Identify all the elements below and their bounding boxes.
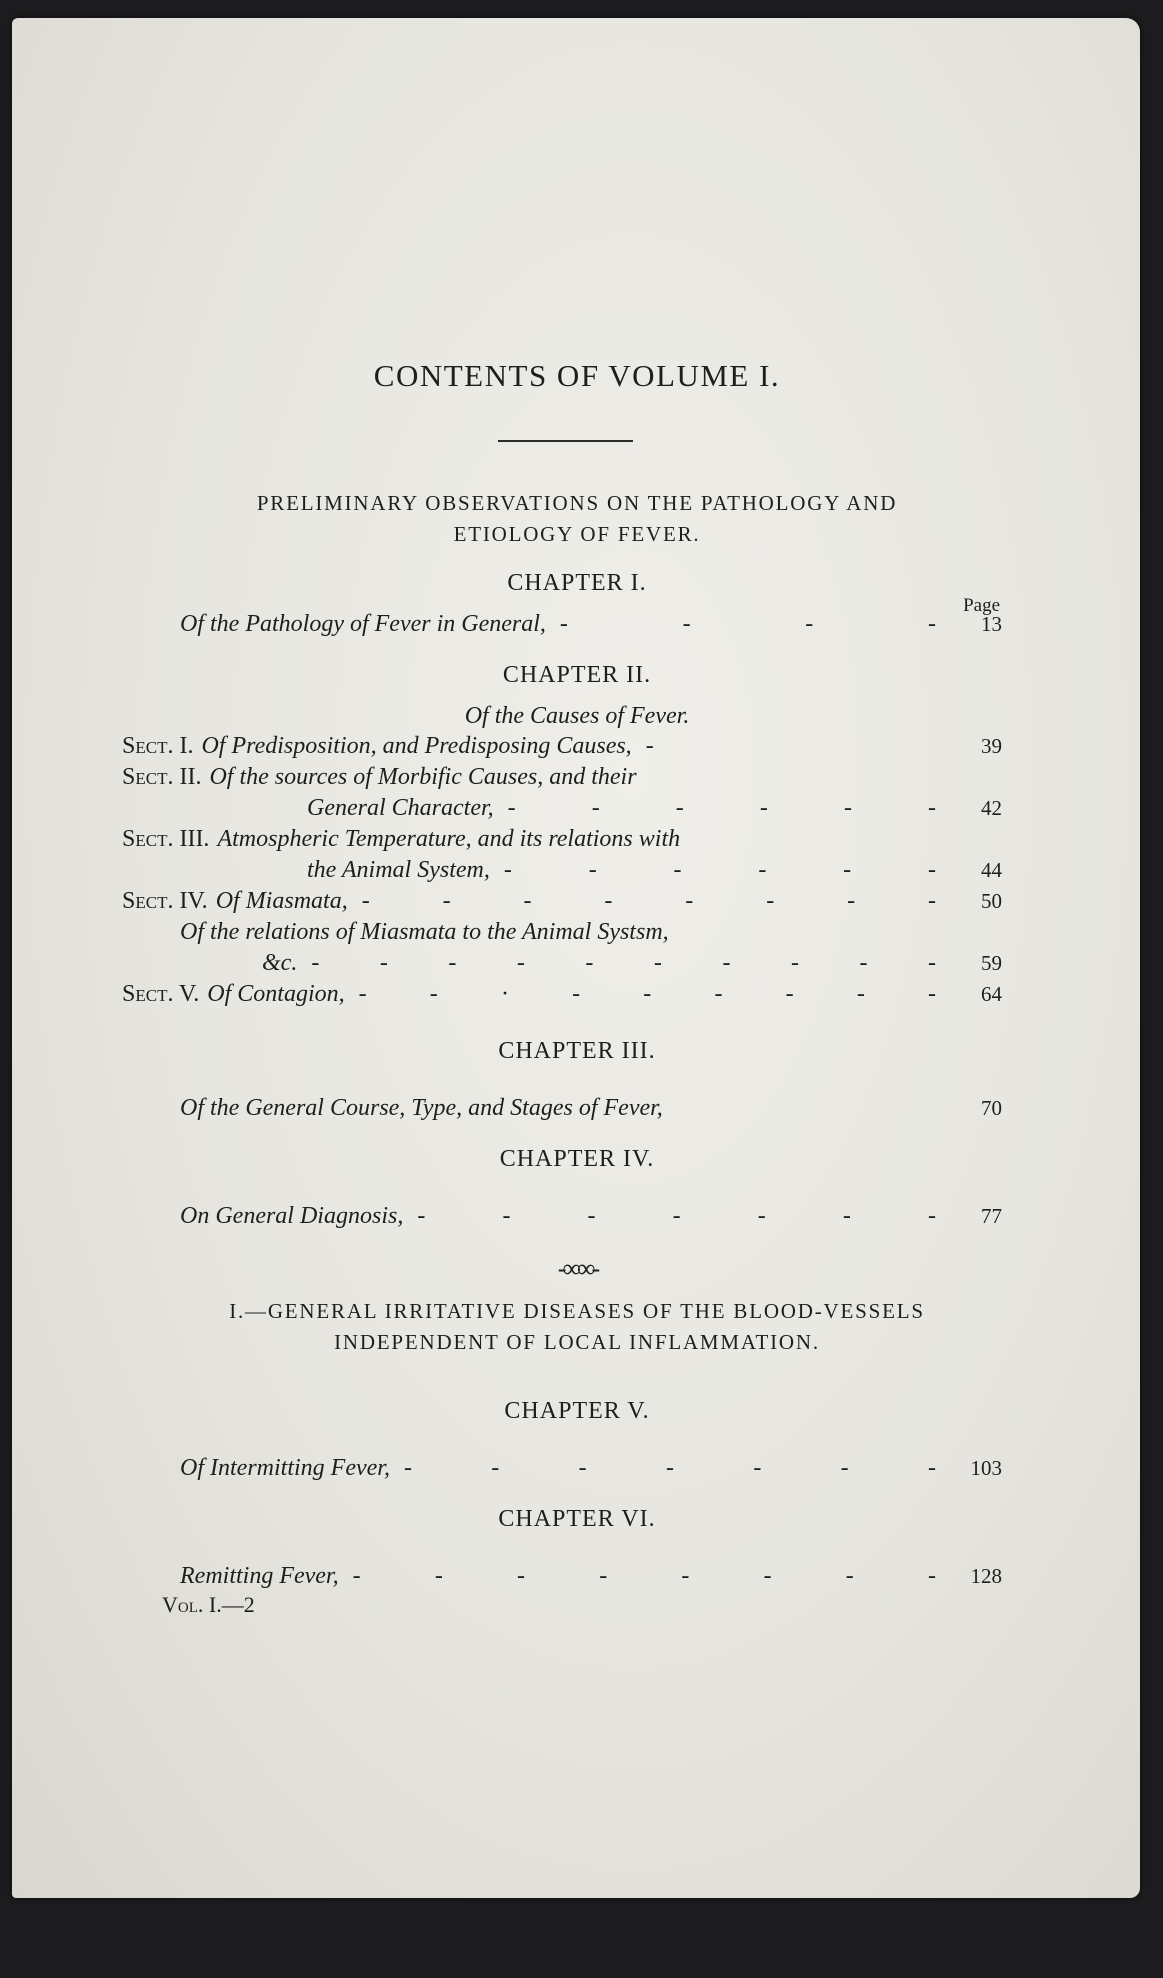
part-heading-irritative — [122, 1296, 1002, 1358]
entry-title: Of the General Course, Type, and Stages of Fever, — [180, 1095, 663, 1121]
toc-entry-line[interactable] — [122, 762, 1002, 793]
page-number: 77 — [981, 1204, 1002, 1228]
entry-title: Of Predisposition, and Predisposing Causes, — [201, 733, 632, 759]
page-number: 39 — [981, 734, 1002, 758]
page-number: 42 — [981, 796, 1002, 820]
chapter-heading: CHAPTER VI. — [498, 1506, 656, 1532]
leader-dots: - - - - - - — [503, 857, 936, 883]
toc-entry[interactable] — [122, 1201, 1002, 1232]
entry-title: Of Contagion, — [207, 981, 345, 1007]
page-column-label: Page — [963, 595, 1000, 616]
page-number: 128 — [970, 1564, 1002, 1588]
part-heading-line: PRELIMINARY OBSERVATIONS ON THE PATHOLOGY AND — [256, 491, 898, 515]
page-number: 50 — [981, 889, 1002, 913]
page-number: 59 — [981, 951, 1002, 975]
ornament-divider: -∞∞- — [557, 1254, 597, 1283]
leader-dots: - — [645, 733, 654, 759]
volume-signature: Vol. I.—2 — [162, 1592, 255, 1617]
toc-entry[interactable] — [122, 609, 1002, 640]
chapter-heading: CHAPTER III. — [498, 1038, 656, 1064]
toc-entry[interactable] — [122, 886, 1002, 917]
toc-entry[interactable] — [122, 731, 1002, 762]
page-number: 13 — [981, 612, 1002, 636]
book-page — [12, 18, 1140, 1898]
section-label: Sect. IV. — [122, 888, 208, 914]
toc-entry[interactable] — [122, 1453, 1002, 1484]
leader-dots: - - · - - - - - - — [358, 981, 936, 1007]
page-title: CONTENTS OF VOLUME I. — [373, 358, 781, 393]
chapter-subtitle: Of the Causes of Fever. — [464, 703, 690, 729]
entry-title: Of the relations of Miasmata to the Animal Systsm, — [180, 919, 669, 945]
chapter-heading: CHAPTER I. — [507, 570, 647, 596]
part-heading-line: ETIOLOGY OF FEVER. — [453, 522, 701, 546]
part-heading-preliminary — [122, 488, 1002, 550]
entry-title: &c. — [262, 950, 298, 976]
leader-dots: - - - - - - - - - - — [311, 950, 936, 976]
title-rule — [498, 440, 633, 442]
part-heading-line: INDEPENDENT OF LOCAL INFLAMMATION. — [334, 1330, 820, 1354]
entry-title: Of the sources of Morbific Causes, and their — [209, 764, 637, 790]
entry-title: Of the Pathology of Fever in General, — [180, 611, 546, 637]
chapter-heading: CHAPTER II. — [502, 662, 652, 688]
chapter-heading: CHAPTER IV. — [499, 1146, 655, 1172]
leader-dots: - - - - - - - — [403, 1455, 936, 1481]
toc-entry[interactable] — [122, 948, 1002, 979]
section-label: Sect. II. — [122, 764, 202, 790]
leader-dots: - - - - - - - - — [352, 1563, 936, 1589]
contents-block — [122, 358, 1002, 1618]
page-number: 44 — [981, 858, 1002, 882]
section-label: Sect. V. — [122, 981, 200, 1007]
toc-entry-line[interactable] — [122, 824, 1002, 855]
leader-dots: - - - - - - — [507, 795, 936, 821]
page-number: 103 — [970, 1456, 1002, 1480]
leader-dots: - - - - - - - - — [361, 888, 936, 914]
entry-title: Remitting Fever, — [180, 1563, 339, 1589]
entry-title: Of Miasmata, — [215, 888, 348, 914]
chapter-heading: CHAPTER V. — [504, 1398, 650, 1424]
toc-entry[interactable] — [122, 1093, 1002, 1124]
entry-title: General Character, — [307, 795, 494, 821]
entry-title: On General Diagnosis, — [180, 1203, 404, 1229]
part-heading-line: I.—GENERAL IRRITATIVE DISEASES OF THE BLOOD-VESSELS — [229, 1299, 925, 1323]
section-label: Sect. I. — [122, 733, 194, 759]
page-number: 64 — [981, 982, 1002, 1006]
page-number: 70 — [981, 1096, 1002, 1120]
toc-entry[interactable] — [122, 855, 1002, 886]
toc-entry[interactable] — [122, 1561, 1002, 1592]
section-label: Sect. III. — [122, 826, 210, 852]
entry-title: Of Intermitting Fever, — [180, 1455, 390, 1481]
toc-entry-line[interactable] — [122, 917, 1002, 948]
leader-dots: - - - - - - - — [417, 1203, 936, 1229]
toc-entry[interactable] — [122, 793, 1002, 824]
leader-dots: - - - - — [559, 611, 936, 637]
toc-entry[interactable] — [122, 979, 1002, 1010]
entry-title: Atmospheric Temperature, and its relations with — [217, 826, 681, 852]
entry-title: the Animal System, — [307, 857, 490, 883]
